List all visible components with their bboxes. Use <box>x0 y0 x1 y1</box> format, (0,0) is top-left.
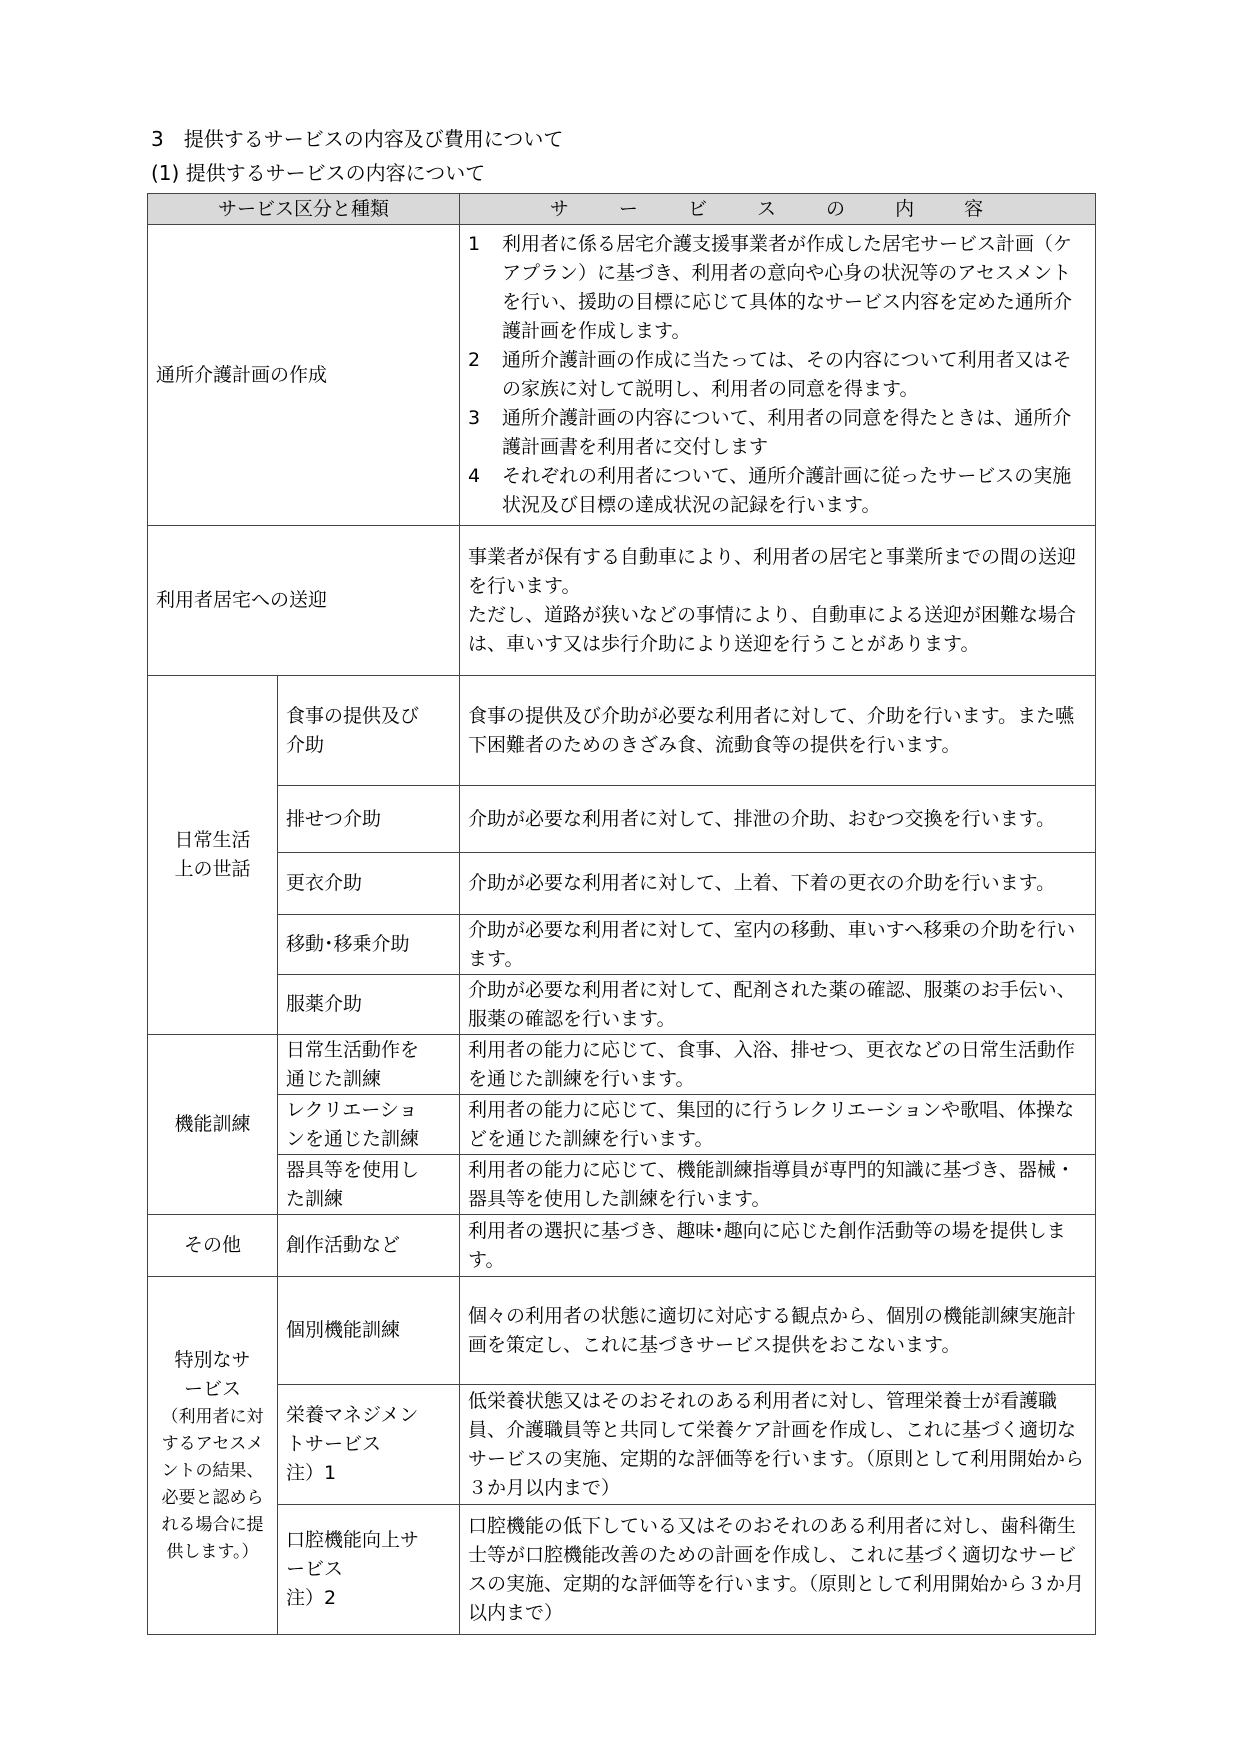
category-training: 機能訓練 <box>148 1035 278 1215</box>
subitem-content: 低栄養状態又はそのおそれのある利用者に対し、管理栄養士が看護職員、介護職員等と共同して栄養ケア計画を作成し、これに基づく適切なサービスの実施、定期的な評価等を行います。（原則として利用開始から３か月以内まで） <box>460 1385 1096 1505</box>
service-table <box>147 193 1096 1635</box>
col1-header: サービス区分と種類 <box>148 194 460 225</box>
subitem-name: 口腔機能向上サ ービス 注）2 <box>278 1505 460 1635</box>
table-row <box>148 1095 1096 1155</box>
table-row <box>148 786 1096 853</box>
subitem-name: 日常生活動作を 通じた訓練 <box>278 1035 460 1095</box>
subitem-content: 介助が必要な利用者に対して、配剤された薬の確認、服薬のお手伝い、服薬の確認を行います。 <box>460 975 1096 1035</box>
table-row <box>148 1035 1096 1095</box>
category-transport: 利用者居宅への送迎 <box>148 526 460 676</box>
subsection-heading: (1) 提供するサービスの内容について <box>151 161 486 185</box>
table-row <box>148 526 1096 676</box>
table-row <box>148 975 1096 1035</box>
transport-content: 事業者が保有する自動車により、利用者の居宅と事業所までの間の送迎を行います。 ただし、道路が狭いなどの事情により、自動車による送迎が困難な場合は、車いす又は歩行介助により送迎を行うことがあります。 <box>460 526 1096 676</box>
subitem-content: 介助が必要な利用者に対して、室内の移動、車いすへ移乗の介助を行います。 <box>460 915 1096 975</box>
table-row <box>148 225 1096 526</box>
subitem-name: 器具等を使用し た訓練 <box>278 1155 460 1215</box>
category-other: その他 <box>148 1215 278 1277</box>
subitem-name: 栄養マネジメン トサービス 注）1 <box>278 1385 460 1505</box>
subitem-content: 個々の利用者の状態に適切に対応する観点から、個別の機能訓練実施計画を策定し、これに基づきサービス提供をおこないます。 <box>460 1277 1096 1385</box>
special-note: （利用者に対するアセスメントの結果、必要と認められる場合に提供します。） <box>161 1406 264 1562</box>
table-row <box>148 1505 1096 1635</box>
subitem-content: 介助が必要な利用者に対して、上着、下着の更衣の介助を行います。 <box>460 853 1096 915</box>
subitem-name: 服薬介助 <box>278 975 460 1035</box>
subitem-name: レクリエーショ ンを通じた訓練 <box>278 1095 460 1155</box>
subitem-content: 利用者の選択に基づき、趣味･趣向に応じた創作活動等の場を提供します。 <box>460 1215 1096 1277</box>
subitem-name: 個別機能訓練 <box>278 1277 460 1385</box>
section-heading: 3 提供するサービスの内容及び費用について <box>151 127 564 151</box>
subitem-name: 移動･移乗介助 <box>278 915 460 975</box>
table-row <box>148 1385 1096 1505</box>
table-row <box>148 1215 1096 1277</box>
plan-content: 1 利用者に係る居宅介護支援事業者が作成した居宅サービス計画（ケアプラン）に基づき、利用者の意向や心身の状況等のアセスメントを行い、援助の目標に応じて具体的なサービス内容を定めた通所介護計画を作成します。 2 通所介護計画の作成に当たっては、その内容について利用者又はその家族に対して説明し、利用者の同意を得ます。 3 通所介護計画の内容について、利用者の同意を得たときは、通所介護計画書を利用者に交付します 4 それぞれの利用者について、通所介護計画に従ったサービスの実施状況及び目標の達成状況の記録を行います。 <box>460 225 1096 526</box>
table-row <box>148 1277 1096 1385</box>
subitem-content: 介助が必要な利用者に対して、排泄の介助、おむつ交換を行います。 <box>460 786 1096 853</box>
table-row <box>148 1155 1096 1215</box>
subitem-content: 口腔機能の低下している又はそのおそれのある利用者に対し、歯科衛生士等が口腔機能改善のための計画を作成し、これに基づく適切なサービスの実施、定期的な評価等を行います。（原則として利用開始から３か月以内まで） <box>460 1505 1096 1635</box>
table-row <box>148 676 1096 786</box>
subitem-content: 利用者の能力に応じて、食事、入浴、排せつ、更衣などの日常生活動作を通じた訓練を行います。 <box>460 1035 1096 1095</box>
table-header-row <box>148 194 1096 225</box>
subitem-content: 利用者の能力に応じて、機能訓練指導員が専門的知識に基づき、器械・器具等を使用した訓練を行います。 <box>460 1155 1096 1215</box>
subitem-name: 排せつ介助 <box>278 786 460 853</box>
subitem-name: 創作活動など <box>278 1215 460 1277</box>
subitem-content: 食事の提供及び介助が必要な利用者に対して、介助を行います。また嚥下困難者のためのきざみ食、流動食等の提供を行います。 <box>460 676 1096 786</box>
category-plan: 通所介護計画の作成 <box>148 225 460 526</box>
subitem-name: 食事の提供及び 介助 <box>278 676 460 786</box>
col2-header: サ ー ビ ス の 内 容 <box>460 194 1096 225</box>
table-row <box>148 915 1096 975</box>
subitem-content: 利用者の能力に応じて、集団的に行うレクリエーションや歌唱、体操などを通じた訓練を行います。 <box>460 1095 1096 1155</box>
category-special: 特別なサ ービス （利用者に対するアセスメントの結果、必要と認められる場合に提供します。） <box>148 1277 278 1635</box>
subitem-name: 更衣介助 <box>278 853 460 915</box>
category-daily: 日常生活 上の世話 <box>148 676 278 1035</box>
table-row <box>148 853 1096 915</box>
